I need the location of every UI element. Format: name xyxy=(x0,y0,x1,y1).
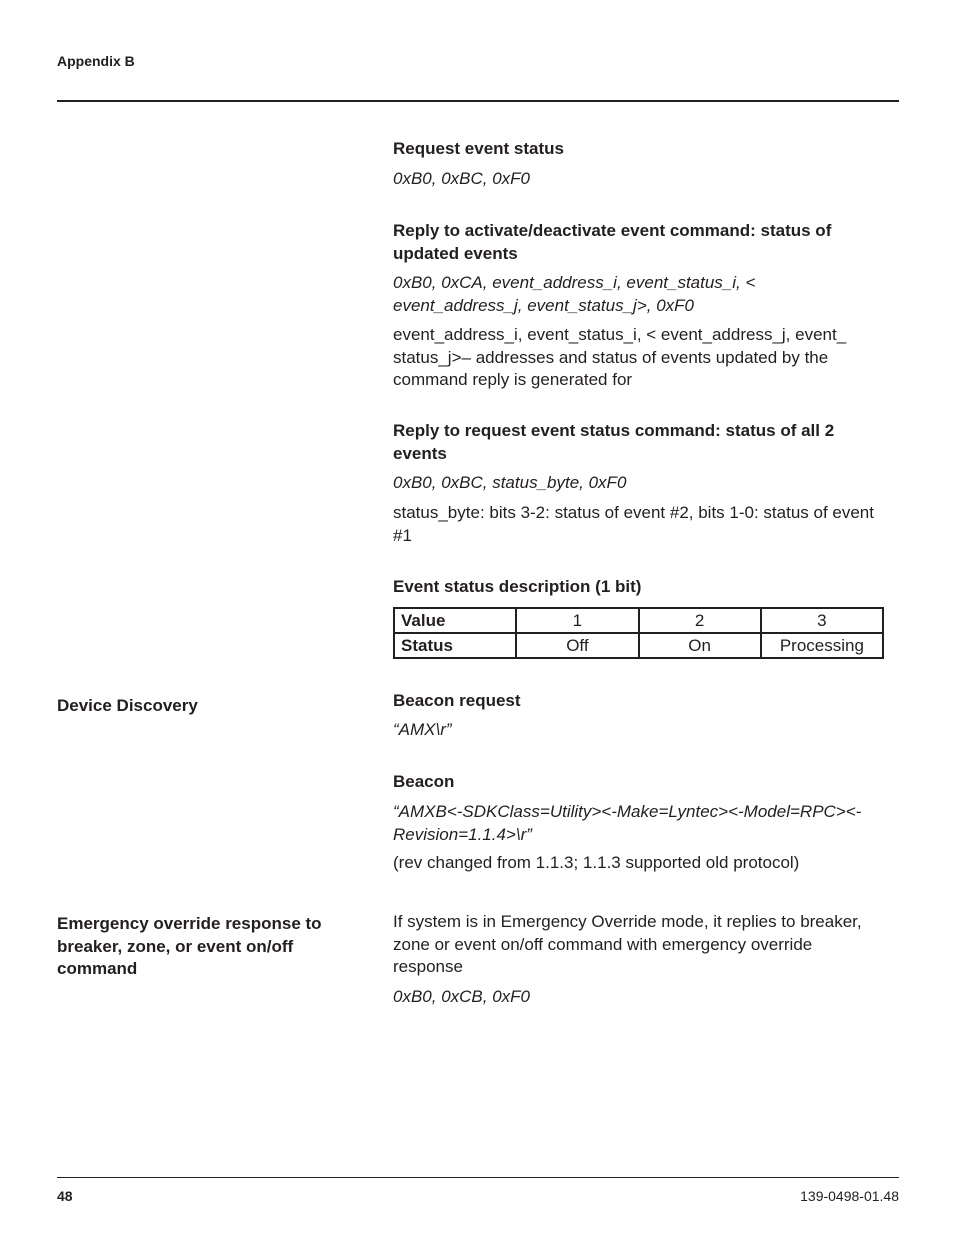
reply-activate-code: 0xB0, 0xCA, event_address_i, event_status_i, < event_address_j, event_status_j>, 0xF0 xyxy=(393,273,756,315)
table-cell-value-label: Value xyxy=(394,608,516,633)
beacon-heading: Beacon xyxy=(393,772,455,791)
emergency-override-code: 0xB0, 0xCB, 0xF0 xyxy=(393,987,531,1006)
beacon-note: (rev changed from 1.1.3; 1.1.3 supported old protocol) xyxy=(393,853,800,872)
request-status-heading: Request event status xyxy=(393,139,564,158)
table-cell-value: 1 xyxy=(516,608,638,633)
reply-activate-description: event_address_i, event_status_i, < event_address_j, event_ status_j>– addresses and status of events updated by the command reply is generated for xyxy=(393,325,847,389)
table-row-value xyxy=(394,608,883,633)
page-number: 48 xyxy=(57,1188,73,1204)
table-row-status xyxy=(394,633,883,658)
device-discovery-heading: Device Discovery xyxy=(57,696,198,715)
reply-request-description: status_byte: bits 3-2: status of event #2, bits 1-0: status of event #1 xyxy=(393,503,874,545)
table-cell-value: 3 xyxy=(761,608,883,633)
beacon-request-heading: Beacon request xyxy=(393,691,521,710)
table-cell-value: 2 xyxy=(639,608,761,633)
event-status-table xyxy=(393,607,884,659)
table-cell-status: On xyxy=(639,633,761,658)
reply-activate-heading: Reply to activate/deactivate event command: status of updated events xyxy=(393,221,832,263)
table-cell-status: Processing xyxy=(761,633,883,658)
request-status-code: 0xB0, 0xBC, 0xF0 xyxy=(393,169,531,188)
beacon-code: “AMXB<-SDKClass=Utility><-Make=Lyntec><-Model=RPC><-Revision=1.1.4>\r” xyxy=(393,802,862,844)
header-rule xyxy=(57,100,899,102)
emergency-override-heading: Emergency override response to breaker, zone, or event on/off command xyxy=(57,914,322,978)
reply-request-code: 0xB0, 0xBC, status_byte, 0xF0 xyxy=(393,473,627,492)
table-cell-status: Off xyxy=(516,633,638,658)
status-description-heading: Event status description (1 bit) xyxy=(393,577,642,596)
emergency-override-description: If system is in Emergency Override mode, it replies to breaker, zone or event on/off command with emergency override response xyxy=(393,912,862,976)
document-number: 139-0498-01.48 xyxy=(800,1188,899,1204)
footer-rule xyxy=(57,1177,899,1178)
section-header: Appendix B xyxy=(57,53,135,69)
table-cell-status-label: Status xyxy=(394,633,516,658)
reply-request-heading: Reply to request event status command: status of all 2 events xyxy=(393,421,835,463)
beacon-request-code: “AMX\r” xyxy=(393,720,452,739)
